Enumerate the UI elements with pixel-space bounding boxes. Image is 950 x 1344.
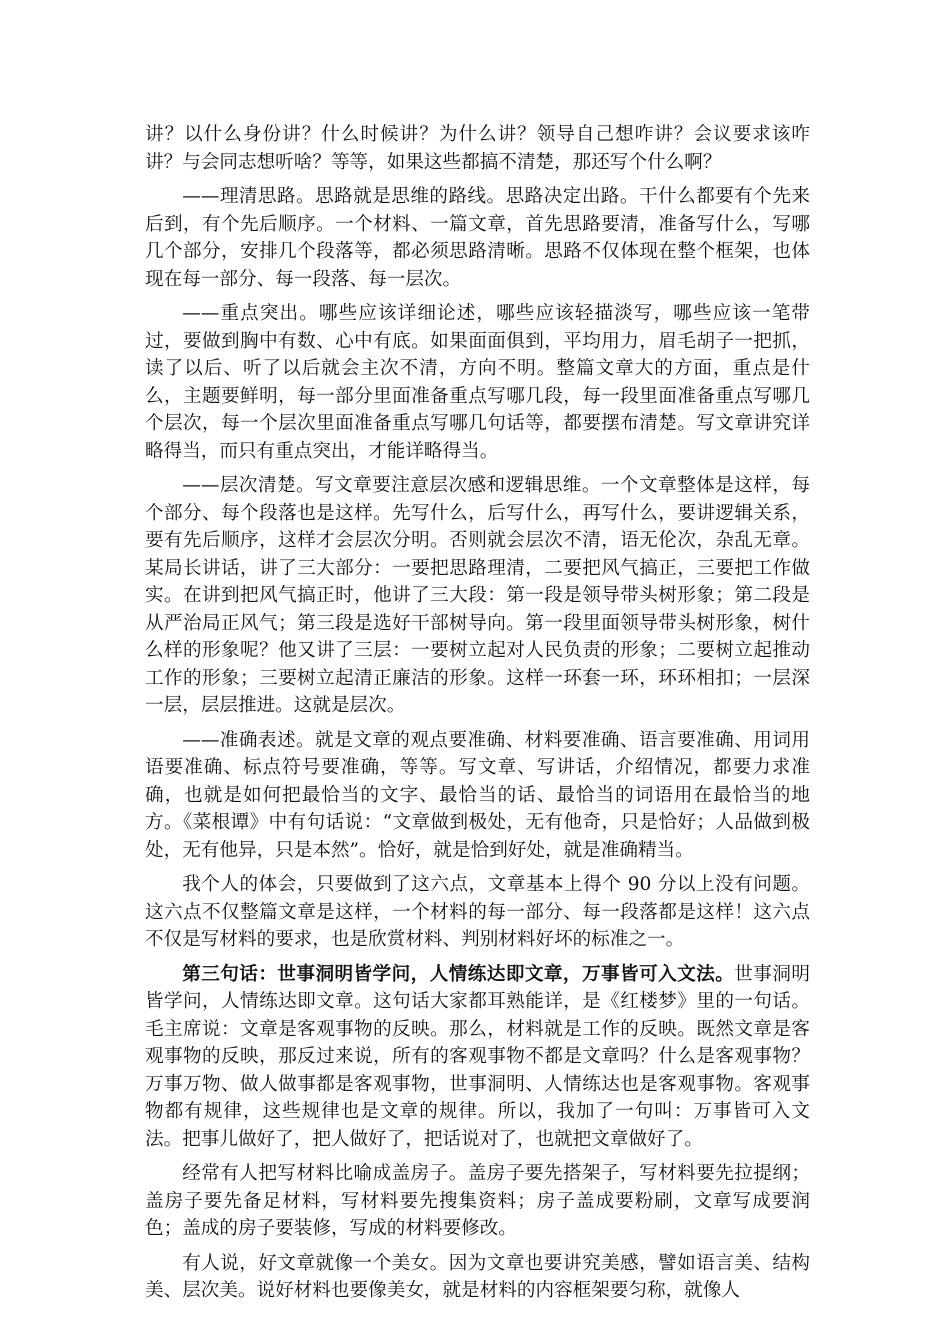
paragraph-third-saying-heading: 第三句话：世事洞明皆学问，人情练达即文章，万事皆可入文法。 — [182, 963, 735, 985]
paragraph-beauty-analogy: 有人说，好文章就像一个美女。因为文章也要讲究美感，譬如语言美、结构美、层次美。说好材料也要像美女，就是材料的内容框架要匀称，就像人 — [145, 1252, 810, 1301]
paragraph-key-points: ——重点突出。哪些应该详细论述，哪些应该轻描淡写，哪些应该一笔带过，要做到胸中有数、心中有底。如果面面俱到，平均用力，眉毛胡子一把抓，读了以后、听了以后就会主次不清，方向不明。整篇文章大的方面，重点是什么，主题要鲜明，每一部分里面准备重点写哪几段，每一段里面准备重点写哪几个层次，每一个层次里面准备重点写哪几句话等，都要摆布清楚。写文章讲究详略得当，而只有重点突出，才能详略得当。 — [145, 303, 810, 462]
paragraph-six-points-summary: 我个人的体会，只要做到了这六点，文章基本上得个 90 分以上没有问题。这六点不仅整篇文章是这样，一个材料的每一部分、每一段落都是这样！这六点不仅是写材料的要求，也是欣赏材料、判别材料好坏的标准之一。 — [145, 874, 810, 950]
paragraph-third-saying-body: 世事洞明皆学问，人情练达即文章。这句话大家都耳熟能详，是《红楼梦》里的一句话。毛主席说：文章是客观事物的反映。那么，材料就是工作的反映。既然文章是客观事物的反映，那反过来说，所有的客观事物不都是文章吗？什么是客观事物？万事万物、做人做事都是客观事物，世事洞明、人情练达也是客观事物。客观事物都有规律，这些规律也是文章的规律。所以，我加了一句叫：万事皆可入文法。把事儿做好了，把人做好了，把话说对了，也就把文章做好了。 — [145, 963, 810, 1150]
document-body — [145, 121, 810, 1305]
paragraph-clear-levels: ——层次清楚。写文章要注意层次感和逻辑思维。一个文章整体是这样，每个部分、每个段落也是这样。先写什么，后写什么，再写什么，要讲逻辑关系，要有先后顺序，这样才会层次分明。否则就会层次不清，语无伦次，杂乱无章。某局长讲话，讲了三大部分：一要把思路理清，二要把风气搞正，三要把工作做实。在讲到把风气搞正时，他讲了三大段：第一段是领导带头树形象；第二段是从严治局正风气；第三段是选好干部树导向。第一段里面领导带头树形象，树什么样的形象呢？他又讲了三层：一要树立起对人民负责的形象；二要树立起推动工作的形象；三要树立起清正廉洁的形象。这样一环套一环，环环相扣；一层深一层，层层推进。这就是层次。 — [145, 475, 810, 716]
paragraph-building-analogy: 经常有人把写材料比喻成盖房子。盖房子要先搭架子，写材料要先拉提纲；盖房子要先备足材料，写材料要先搜集资料；房子盖成要粉刷，文章写成要润色；盖成的房子要装修，写成的材料要修改。 — [145, 1163, 810, 1239]
paragraph-clear-thinking: ——理清思路。思路就是思维的路线。思路决定出路。干什么都要有个先来后到，有个先后顺序。一个材料、一篇文章，首先思路要清，准备写什么，写哪几个部分，安排几个段落等，都必须思路清晰。思路不仅体现在整个框架，也体现在每一部分、每一段落、每一层次。 — [145, 186, 810, 290]
paragraph-third-saying — [145, 961, 810, 1154]
paragraph-accurate-expression: ——准确表述。就是文章的观点要准确、材料要准确、语言要准确、用词用语要准确、标点符号要准确，等等。写文章、写讲话，介绍情况，都要力求准确，也就是如何把最恰当的文字、最恰当的话、最恰当的词语用在最恰当的地方。《菜根谭》中有句话说：“文章做到极处，无有他奇，只是恰好；人品做到极处，无有他异，只是本然”。恰好，就是恰到好处，就是准确精当。 — [145, 729, 810, 861]
paragraph-continuation: 讲？以什么身份讲？什么时候讲？为什么讲？领导自己想咋讲？会议要求该咋讲？与会同志想听啥？等等，如果这些都搞不清楚，那还写个什么啊？ — [145, 124, 810, 173]
